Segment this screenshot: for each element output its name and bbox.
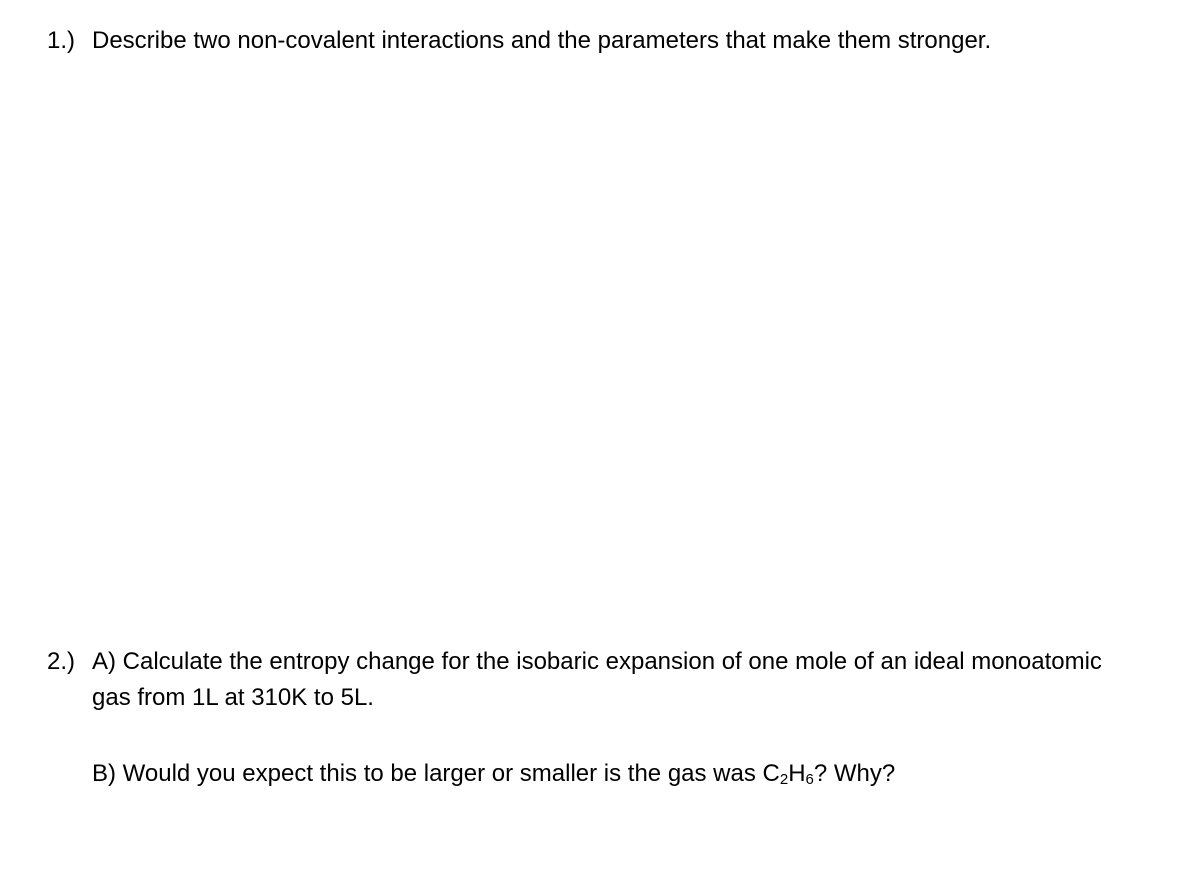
question-1-text: Describe two non-covalent interactions and the parameters that make them stronger. xyxy=(92,27,992,54)
question-2-part-a-line-2: gas from 1L at 310K to 5L. xyxy=(92,684,374,711)
question-2-number: 2.) xyxy=(47,648,76,675)
question-2-part-a-line-1: A) Calculate the entropy change for the isobaric expansion of one mole of an ideal monoatomic xyxy=(92,648,1102,675)
part-b-h: H xyxy=(788,760,806,787)
question-1-number: 1.) xyxy=(47,27,76,54)
part-b-prefix: B) Would you expect this to be larger or smaller is the gas was C xyxy=(92,760,780,787)
part-b-suffix: ? Why? xyxy=(813,760,896,787)
question-2-part-b xyxy=(92,759,895,789)
part-b-subscript-6: 6 xyxy=(805,771,814,788)
part-b-subscript-2: 2 xyxy=(779,771,789,788)
